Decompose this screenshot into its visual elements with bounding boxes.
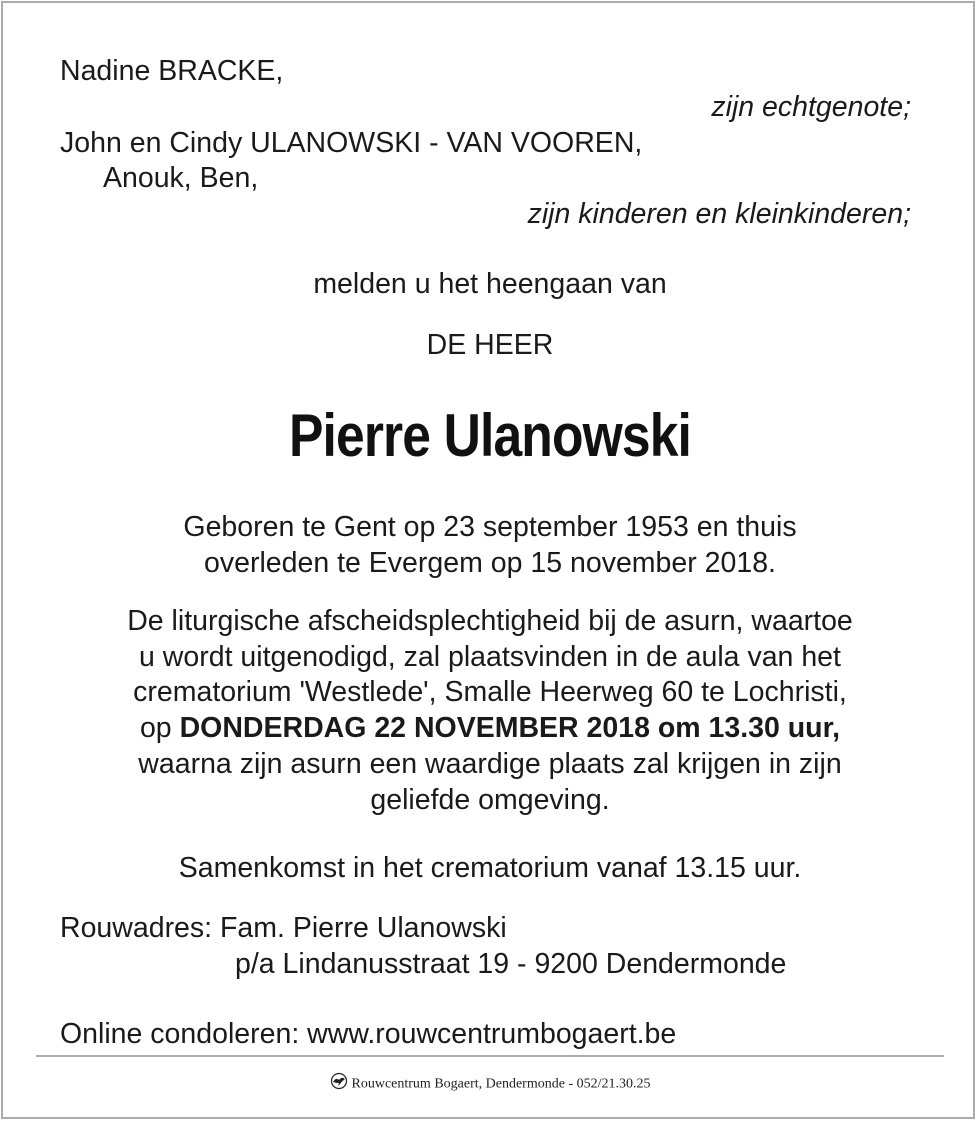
address-line-2: p/a Lindanusstraat 19 - 9200 Dendermonde [235, 948, 787, 980]
ceremony-line-2: u wordt uitgenodigd, zal plaatsvinden in de aula van het [139, 641, 841, 673]
spouse-name: Nadine BRACKE, [60, 55, 284, 87]
gathering-info: Samenkomst in het crematorium vanaf 13.15 uur. [178, 852, 802, 884]
birth-line-1: Geboren te Gent op 23 september 1953 en thuis [183, 511, 797, 543]
deceased-name: Pierre Ulanowski [288, 402, 692, 469]
online-condolences: Online condoleren: www.rouwcentrumbogaert.be [60, 1018, 677, 1050]
children-role: zijn kinderen en kleinkinderen; [527, 198, 911, 230]
ceremony-line-6: geliefde omgeving. [370, 784, 610, 816]
announcement-title: DE HEER [426, 329, 554, 361]
children-line: John en Cindy ULANOWSKI - VAN VOOREN, [60, 127, 643, 159]
ceremony-line-3: crematorium 'Westlede', Smalle Heerweg 60 te Lochristi, [133, 676, 847, 708]
ceremony-line-1: De liturgische afscheidsplechtigheid bij de asurn, waartoe [127, 605, 853, 637]
ceremony-date-line [0, 710, 980, 746]
footer-divider [36, 1055, 944, 1057]
grandchildren-line: Anouk, Ben, [103, 162, 259, 194]
footer-text: Rouwcentrum Bogaert, Dendermonde - 052/21.30.25 [351, 1076, 651, 1092]
announcement-intro: melden u het heengaan van [313, 268, 667, 300]
spouse-role: zijn echtgenote; [711, 91, 911, 123]
ceremony-date: DONDERDAG 22 NOVEMBER 2018 om 13.30 uur, [179, 712, 841, 744]
birth-line-2: overleden te Evergem op 15 november 2018. [204, 547, 776, 579]
address-line-1: Rouwadres: Fam. Pierre Ulanowski [60, 912, 507, 944]
footer [0, 1072, 980, 1097]
ceremony-line-5: waarna zijn asurn een waardige plaats zal krijgen in zijn [138, 748, 842, 780]
ceremony-date-prefix: op [139, 712, 180, 744]
peace-dove-icon [330, 1072, 348, 1097]
